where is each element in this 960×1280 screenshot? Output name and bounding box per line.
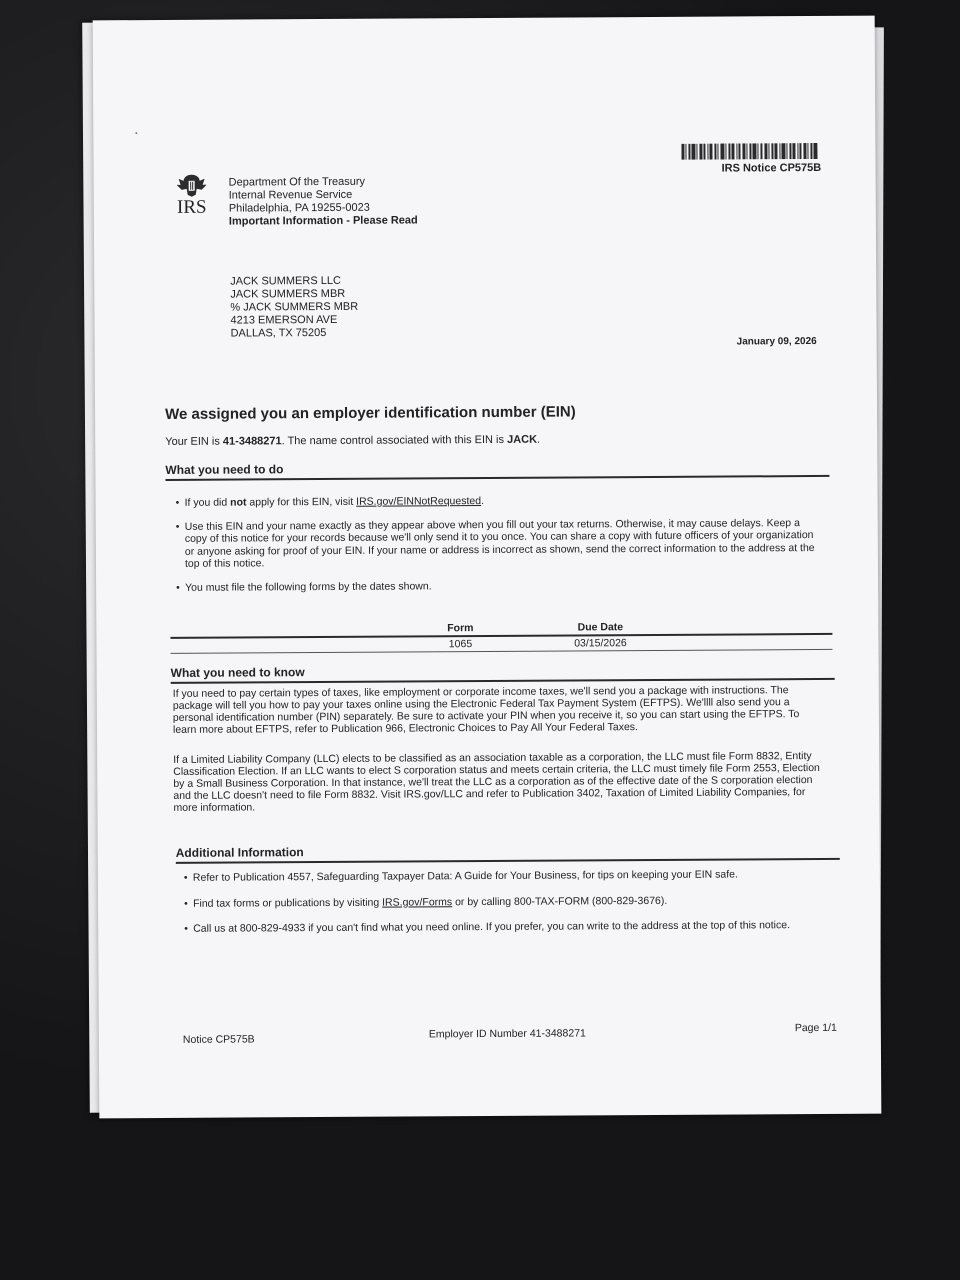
irs-logo [172,173,212,217]
footer-notice-id: Notice CP575B [182,1033,255,1046]
bullet-text: or by calling 800-TAX-FORM (800-829-3676). [452,894,668,908]
list-item [184,893,834,909]
due-date-cell: 03/15/2026 [574,637,627,650]
section-what-you-need-to-do: What you need to do [165,459,829,481]
list-item: • Call us at 800-829-4933 if you can't find what you need online. If you prefer, you can write to the address at the top of this notice. [184,919,834,935]
notice-date: January 09, 2026 [736,335,817,348]
irs-logo-text: IRS [176,196,207,218]
dept-line: Philadelphia, PA 19255-0023 [228,201,370,215]
ein-middle: . The name control associated with this EIN is [281,433,508,448]
eagle-icon [175,173,209,199]
address-line: JACK SUMMERS LLC [230,274,341,288]
list-item [176,493,816,509]
bullet-text: . [481,495,485,508]
paper-speck [135,132,137,134]
table-row [170,635,832,654]
section-what-you-need-to-know: What you need to know [171,662,835,684]
ein-not-requested-link[interactable]: IRS.gov/EINNotRequested [356,495,482,508]
recipient-address [230,275,358,341]
column-header-due-date: Due Date [577,621,624,634]
page-title: We assigned you an employer identification number (EIN) [165,403,576,423]
notice-id-top: IRS Notice CP575B [721,161,822,175]
ein-statement [165,434,540,448]
forms-due-table [170,620,832,654]
agency-address [229,175,418,228]
llc-paragraph: If a Limited Liability Company (LLC) elects to be classified as an association taxable as a corporation, the LLC must file Form 8832, Entity Classification Election. If an LLC wants to elect S corporation status and meets certain criteria, the LLC must timely file Form 2553, Election by a Small Business Corporation. In that instance, we'll treat the LLC as a corporation as of the effective date of the S corporation election and the LLC doesn't need to file Form 8832. Visit IRS.gov/LLC and refer to Publication 3402, Taxation of Limited Liability Companies, for more information. [173,750,820,814]
irs-forms-link[interactable]: IRS.gov/Forms [382,895,453,909]
need-to-do-list [176,493,817,605]
name-control-value: JACK [507,433,538,446]
form-cell: 1065 [448,638,473,651]
footer-page-number: Page 1/1 [794,1021,837,1035]
address-line: 4213 EMERSON AVE [230,313,338,327]
footer-employer-id: Employer ID Number 41-3488271 [428,1027,586,1041]
section-additional-information: Additional Information [176,842,840,864]
column-header-form: Form [447,622,474,635]
bullet-text: If you did [184,496,231,509]
dept-line: Department Of the Treasury [228,175,366,189]
bullet-text: apply for this EIN, visit [246,495,357,509]
address-line: JACK SUMMERS MBR [230,287,346,301]
list-item: • Use this EIN and your name exactly as they appear above when you fill out your tax returns. Otherwise, it may cause delays. Keep a copy of this notice for your records because we'll only send it to you once. You can share a copy with future officers of your organization or anyone asking for proof of your EIN. If your name or address is incorrect as shown, send the correct information to the address at the top of this notice. [176,516,816,570]
additional-info-list [184,868,834,948]
ein-value: 41-3488271 [222,435,282,448]
list-item: • You must file the following forms by the dates shown. [176,577,816,593]
list-item: • Refer to Publication 4557, Safeguarding Taxpayer Data: A Guide for Your Business, for tips on keeping your EIN safe. [184,868,834,884]
eftps-paragraph: If you need to pay certain types of taxes, like employment or corporate income taxes, we'll send you a package with instructions. The package will tell you how to pay your taxes online using the Electronic Federal Tax Payment System (EFTPS). We'llll also send you a personal identification number (PIN) separately. Be sure to activate your PIN when you receive it, so you can start using the EFTPS. To learn more about EFTPS, refer to Publication 966, Electronic Choices to Pay All Your Federal Taxes. [172,684,800,736]
address-line: % JACK SUMMERS MBR [230,300,359,314]
address-line: DALLAS, TX 75205 [230,326,327,340]
barcode [681,143,817,160]
bullet-emphasis: not [230,496,247,509]
ein-prefix: Your EIN is [165,435,223,448]
ein-suffix: . [536,433,541,446]
important-info-label: Important Information - Please Read [228,214,418,228]
dept-line: Internal Revenue Service [228,188,353,202]
irs-notice-page [93,16,882,1119]
bullet-text: Find tax forms or publications by visiting [193,896,383,910]
